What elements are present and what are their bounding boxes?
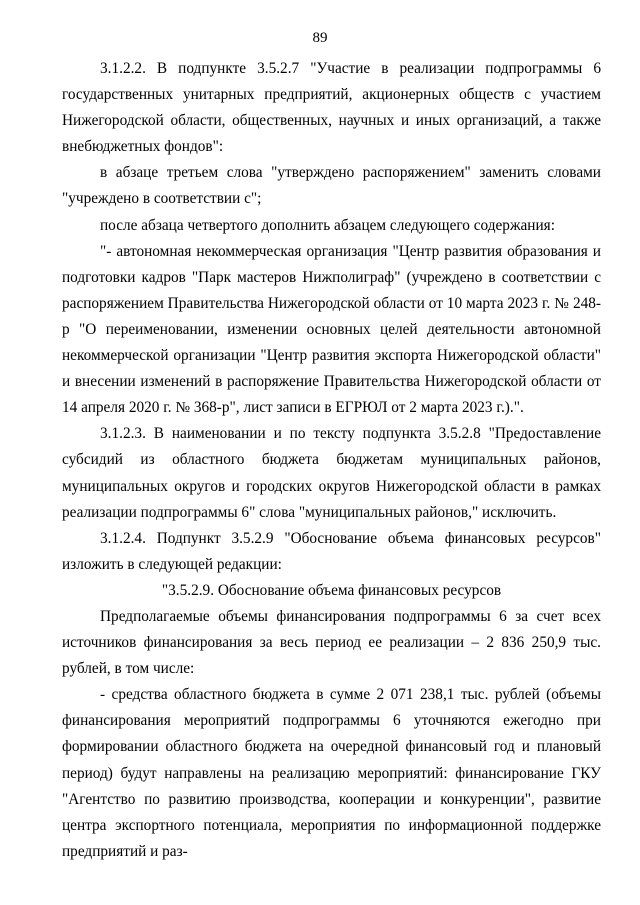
paragraph-ano-insert: "- автономная некоммерческая организация "Центр развития образования и подготовки кадров "Парк мастеров Нижполиграф" (учреждено в соответствии с распоряжением Правительства Нижегородской области от 10 марта 2023 г. № 248-р "О переименовании, изменении основных целей деятельности автономной некоммерческой организации "Центр развития экспорта Нижегородской области" и внесении изменений в распоряжение Правительства Нижегородской области от 14 апреля 2020 г. № 368-р", лист записи в ЕГРЮЛ от 2 марта 2023 г.).". (62, 242, 601, 417)
page-number: 89 (312, 30, 328, 46)
paragraph-regional-budget: - средства областного бюджета в сумме 2 071 238,1 тыс. рублей (объемы финансирования мероприятий подпрограммы 6 уточняются ежегодно при формировании областного бюджета на очередной финансовый год и плановый период) будут направлены на реализацию мероприятий: финансирование ГКУ "Агентство по развитию производства, кооперации и конкуренции", развитие центра экспортного потенциала, мероприятия по информационной поддержке предприятий и раз- (62, 686, 601, 860)
document-body (62, 56, 601, 865)
paragraph-3-1-2-2: 3.1.2.2. В подпункте 3.5.2.7 "Участие в реализации подпрограммы 6 государственных унитарных предприятий, акционерных обществ с участием Нижегородской области, общественных, научных и иных организаций, а также внебюджетных фондов": (62, 60, 601, 156)
paragraph-abzac-third: в абзаце третьем слова "утверждено распоряжением" заменить словами "учреждено в соответствии с"; (62, 164, 601, 208)
paragraph-3-1-2-4: 3.1.2.4. Подпункт 3.5.2.9 "Обоснование объема финансовых ресурсов" изложить в следующей редакции: (62, 529, 601, 573)
paragraph-after-fourth: после абзаца четвертого дополнить абзацем следующего содержания: (100, 216, 555, 234)
paragraph-financing-total: Предполагаемые объемы финансирования подпрограммы 6 за счет всех источников финансирования за весь период ее реализации – 2 836 250,9 тыс. рублей, в том числе: (62, 607, 601, 678)
paragraph-3-1-2-3: 3.1.2.3. В наименовании и по тексту подпункта 3.5.2.8 "Предоставление субсидий из областного бюджета бюджетам муниципальных районов, муниципальных округов и городских округов Нижегородской области в рамках реализации подпрограммы 6" слова "муниципальных районов," исключить. (62, 425, 601, 521)
section-heading-3-5-2-9: "3.5.2.9. Обоснование объема финансовых ресурсов (161, 581, 502, 599)
